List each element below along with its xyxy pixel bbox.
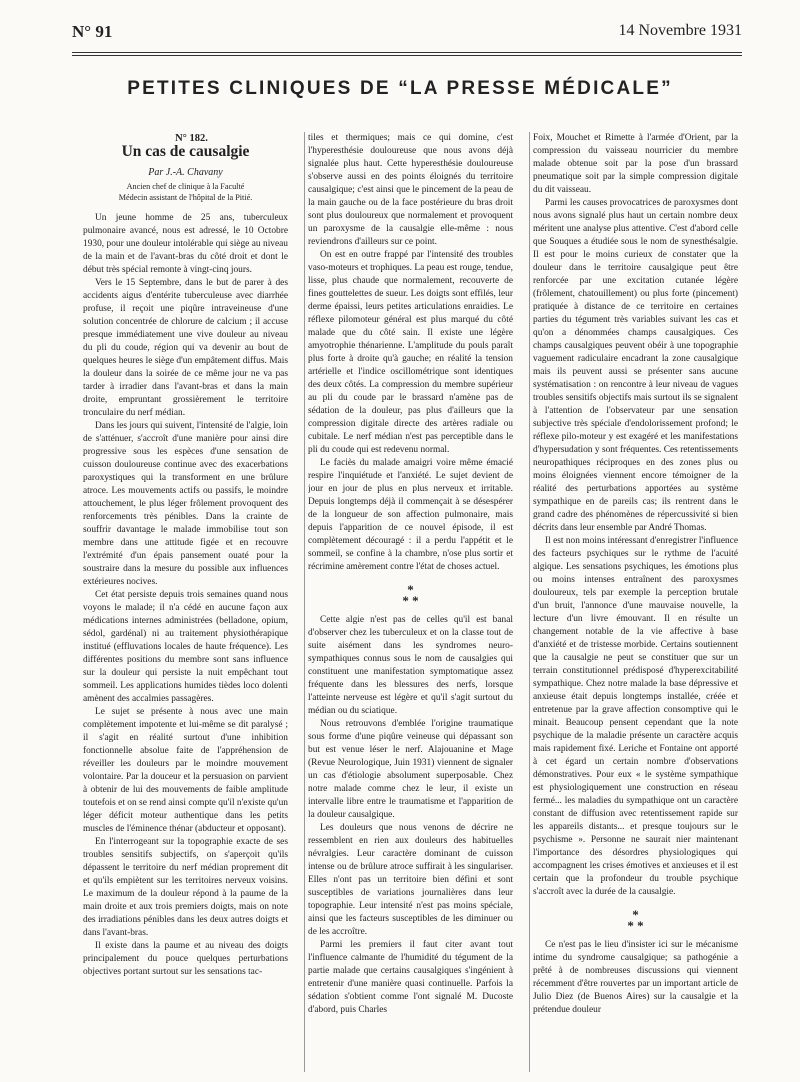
column-1: [83, 132, 288, 1072]
page-header: [72, 22, 742, 50]
section-banner: PETITES CLINIQUES DE “LA PRESSE MÉDICALE”: [127, 78, 673, 99]
paragraph: En l'interrogeant sur la topographie exacte de ses troubles sensitifs subjectifs, on s'aperçoit qu'ils dépassent le territoire du nerf médian proprement dit et qu'ils empiètent sur les territoires nerveux voisins. Le maximum de la douleur répond à la paume de la main droite et aux trois premiers doigts, mais on note des irradiations pénibles dans les deux autres doigts et dans l'avant-bras.: [83, 837, 288, 938]
paragraph: Le sujet se présente à nous avec une main complètement impotente et lui-même se dit paralysé ; il s'agit en réalité surtout d'une inhibition fonctionnelle absolue faite de l'appréhension de réveiller les douleurs par le moindre mouvement volontaire. Par la douceur et la persuasion on parvient à obtenir de lui des mouvements de faible amplitude toutefois et on se rend ainsi compte qu'il n'existe qu'un léger déficit moteur authentique dans les petits muscles de l'éminence thénar (abducteur et opposant).: [83, 707, 288, 834]
paragraph: Il est non moins intéressant d'enregistrer l'influence des facteurs psychiques sur le rythme de l'acuité algique. Les sensations psychiques, les émotions plus ou moins intenses entraînent des paroxysmes douloureux, tels par exemple la perception brutale d'un bruit, l'annonce d'une mauvaise nouvelle, la lecture d'un livre émouvant. Il en résulte un changement notable de la vie affective à base d'anxiété et de tristesse morbide. Certains soutiennent que la causalgie ne peut se constituer que sur un terrain constitutionnel prédisposé d'hyperexcitabilité sympathique. Chez notre malade la base dépressive et anxieuse était depuis longtemps installée, créée et entretenue par la grave affection consomptive qui le minait. Beaucoup pensent cependant que la note psychique de la maladie présente un caractère acquis mais rapidement fixé. Leriche et Fontaine ont apporté à cet égard un certain nombre d'observations démonstratives. Pour eux « le système sympathique est physiologiquement une construction en réseau fermé... les maladies du sympathique ont un caractère constant de diffusion avec retentissement rapide sur les appareils distants... et presque toujours sur le psychisme ». Personne ne saurait nier maintenant l'importance des désordres physiologiques qui accompagnent les crises émotives et anxieuses et il est certain que la profondeur du trouble psychique s'accroît avec la durée de la causalgie.: [533, 536, 738, 897]
paragraph: Un jeune homme de 25 ans, tuberculeux pulmonaire avancé, nous est adressé, le 10 Octobre 1930, pour une douleur intolérable qui siège au niveau de la main et de l'avant-bras du côté droit et dont le début très spécial remonte à vingt-cinq jours.: [83, 213, 288, 275]
paragraph: Cet état persiste depuis trois semaines quand nous voyons le malade; il n'a cédé en aucune façon aux médications internes administrées (belladone, opium, sédol, gardénal) ni au traitement physiothérapique institué (effluvations locales de haute fréquence). Les différentes positions du membre sont sans influence sur la douleur qui persiste la nuit empêchant tout sommeil. Les applications humides tièdes loco dolenti amènent des accalmies passagères.: [83, 590, 288, 704]
column-3: [533, 132, 738, 1072]
issue-date: 14 Novembre 1931: [618, 22, 742, 39]
credential-line: Médecin assistant de l'hôpital de la Pitié.: [118, 192, 253, 202]
author-credentials: [83, 182, 288, 203]
paragraph: Parmi les causes provocatrices de paroxysmes dont nous avons signalé plus haut un certain nombre deux méritent une analyse plus attentive. C'est d'abord celle que Souques a étudiée sous le nom de synesthésalgie. Il est pour le moins curieux de constater que la douleur dans le territoire causalgique peut être renforcée par une excitation cutanée légère (frôlement, chatouillement) ou plus forte (pincement) pratiquée à distance de ce territoire en certaines parties du tégument très variables suivant les cas et qu'on a dénommées champs causalgiques. Ces champs causalgiques peuvent obéir à une topographie vaguement radiculaire encadrant la zone causalgique mais ils peuvent aussi se présenter sans aucune systématisation : on rencontre à leur niveau de vagues troubles sensitifs objectifs mais surtout ils se signalent à l'attention de l'observateur par une sensation subjective très spéciale d'endolorissement profond; le réflexe pilo-moteur y est exagéré et les manifestations d'hypersudation y sont fréquentes. Ces retentissements neuropathiques réciproques en des zones plus ou moins éloignées viennent encore témoigner de la réalité des perturbations apportées au système sympathique en de pareils cas; ils rentrent dans le grand cadre des phénomènes de répercussivité si bien décrits dans leur ensemble par André Thomas.: [533, 198, 738, 533]
section-separator-asterisks: * * *: [627, 907, 644, 933]
paragraph: Parmi les premiers il faut citer avant tout l'influence calmante de l'humidité du tégument de la partie malade que certains causalgiques s'ingénient à entretenir d'une manière quasi continuelle. Parfois la sédation s'obtient comme l'ont signalé M. Ducoste d'abord, puis Charles: [308, 940, 513, 1015]
paragraph: Vers le 15 Septembre, dans le but de parer à des accidents aigus d'entérite tuberculeuse avec diarrhée profuse, il reçoit une piqûre intraveineuse d'une solution concentrée de chlorure de calcium ; il accuse presque immédiatement une vive douleur au niveau du pli du coude, région qui va devenir au bout de quelques heures le siège d'un empâtement diffus. Mais la douleur dans la soirée de ce même jour ne va pas tarder à irradier dans l'avant-bras et dans la main droite, empruntant grossièrement le territoire tronculaire du nerf médian.: [83, 278, 288, 418]
issue-number: N° 91: [72, 22, 113, 41]
header-rule: [72, 52, 742, 53]
paragraph: On est en outre frappé par l'intensité des troubles vaso-moteurs et trophiques. La peau est rouge, tendue, lisse, plus chaude que normalement, recouverte de fines gouttelettes de sueur. Les doigts sont effilés, leur derme épaissi, leurs petites articulations enraidies. Le réflexe pilomoteur général est plus marqué du côté malade que du côté sain. Il existe une légère amyotrophie thénarienne. L'amplitude du pouls paraît plus forte à droite qu'à gauche; en réalité la tension artérielle et l'indice oscillométrique sont identiques des deux côtés. La compression du membre supérieur au pli du coude par le brassard n'amène pas de sédation de la douleur, pas plus d'ailleurs que la compression digitale directe des artères radiale ou cubitale. Le nerf médian n'est pas perceptible dans le pli du coude qui est redevenu normal.: [308, 250, 513, 455]
article-body: [83, 132, 743, 1072]
credential-line: Ancien chef de clinique à la Faculté: [126, 182, 245, 191]
paragraph: Cette algie n'est pas de celles qu'il est banal d'observer chez les tuberculeux et on la classe tout de suite aisément dans les syndromes neuro-sympathiques connus sous le nom de causalgies qui constituent une manifestation symptomatique assez fréquente dans les blessures des nerfs, lorsque l'atteinte nerveuse est légère et qu'il s'agit surtout du médian ou du sciatique.: [308, 615, 513, 716]
article-author: Par J.-A. Chavany: [148, 167, 223, 178]
section-separator-asterisks: * * *: [402, 582, 419, 608]
article-title: Un cas de causalgie: [121, 143, 250, 160]
article-number: N° 182.: [175, 133, 208, 144]
column-2: [308, 132, 513, 1072]
paragraph: Ce n'est pas le lieu d'insister ici sur le mécanisme intime du syndrome causalgique; sa pathogénie a prêté à de nombreuses discussions qui viennent récemment d'être rouvertes par un important article de Julio Diez (de Buenos Aires) sur la causalgie et la prétendue douleur: [533, 940, 738, 1015]
paragraph: tiles et thermiques; mais ce qui domine, c'est l'hyperesthésie douloureuse que nous avons déjà signalée plus haut. Cette hyperesthésie douloureuse s'observe aussi en des points éloignés du territoire causalgique; c'est ainsi que le pincement de la peau de la main gauche ou de la face postérieure du bras droit sont plus douloureux que normalement et provoquent un paroxysme de la causalgie elle-même : nous reviendrons d'ailleurs sur ce point.: [308, 133, 513, 247]
paragraph: Nous retrouvons d'emblée l'origine traumatique sous forme d'une piqûre veineuse qui dépassant son but est venue léser le nerf. Alajouanine et Mage (Revue Neurologique, Juin 1931) viennent de signaler un cas d'étiologie absolument superposable. Chez notre malade comme chez le leur, il existe un intervalle libre entre le traumatisme et l'apparition de la douleur causalgique.: [308, 719, 513, 820]
paragraph: Dans les jours qui suivent, l'intensité de l'algie, loin de s'atténuer, s'accroît d'une manière pour ainsi dire progressive sous les espèces d'une sensation de cuisson douloureuse continue avec des exacerbations paroxystiques qui la transforment en une brûlure atroce. Les mouvements actifs ou passifs, le moindre attouchement, le plus léger frôlement provoquent des renforcements très pénibles. Dans la crainte de souffrir davantage le malade immobilise tout son membre dans une attitude figée et en recouvre l'extrémité d'un épais pansement ouaté pour la soustraire dans la mesure du possible aux influences extérieures nocives.: [83, 421, 288, 587]
paragraph: Le faciès du malade amaigri voire même émacié respire l'inquiétude et l'anxiété. Le sujet devient de jour en jour de plus en plus nerveux et irritable. Depuis longtemps déjà il commençait à se désespérer de la longueur de son affection pulmonaire, mais depuis l'apparition de ce nouvel épisode, il est complètement découragé : il a perdu l'appétit et le sommeil, se confine à la chambre, n'ose plus sortir et récrimine amèrement contre l'état de choses actuel.: [308, 458, 513, 572]
header-rule-double: [72, 55, 742, 56]
paragraph: Il existe dans la paume et au niveau des doigts principalement du pouce quelques perturbations objectives portant surtout sur les sensations tac-: [83, 941, 288, 977]
paragraph: Les douleurs que nous venons de décrire ne ressemblent en rien aux douleurs des habituelles névralgies. Leur caractère dominant de cuisson intense ou de brûlure atroce suffirait à les singulariser. Elles n'ont pas un territoire bien défini et sont susceptibles de variations journalières dans leur topographie. Leur intensité n'est pas moins spéciale, ainsi que les facteurs susceptibles de les diminuer ou de les accroître.: [308, 823, 513, 937]
paragraph: Foix, Mouchet et Rimette à l'armée d'Orient, par la compression du vaisseau nourricier du membre malade obtenue soit par la pose d'un brassard pneumatique soit par la simple compression digitale du dit vaisseau.: [533, 133, 738, 195]
